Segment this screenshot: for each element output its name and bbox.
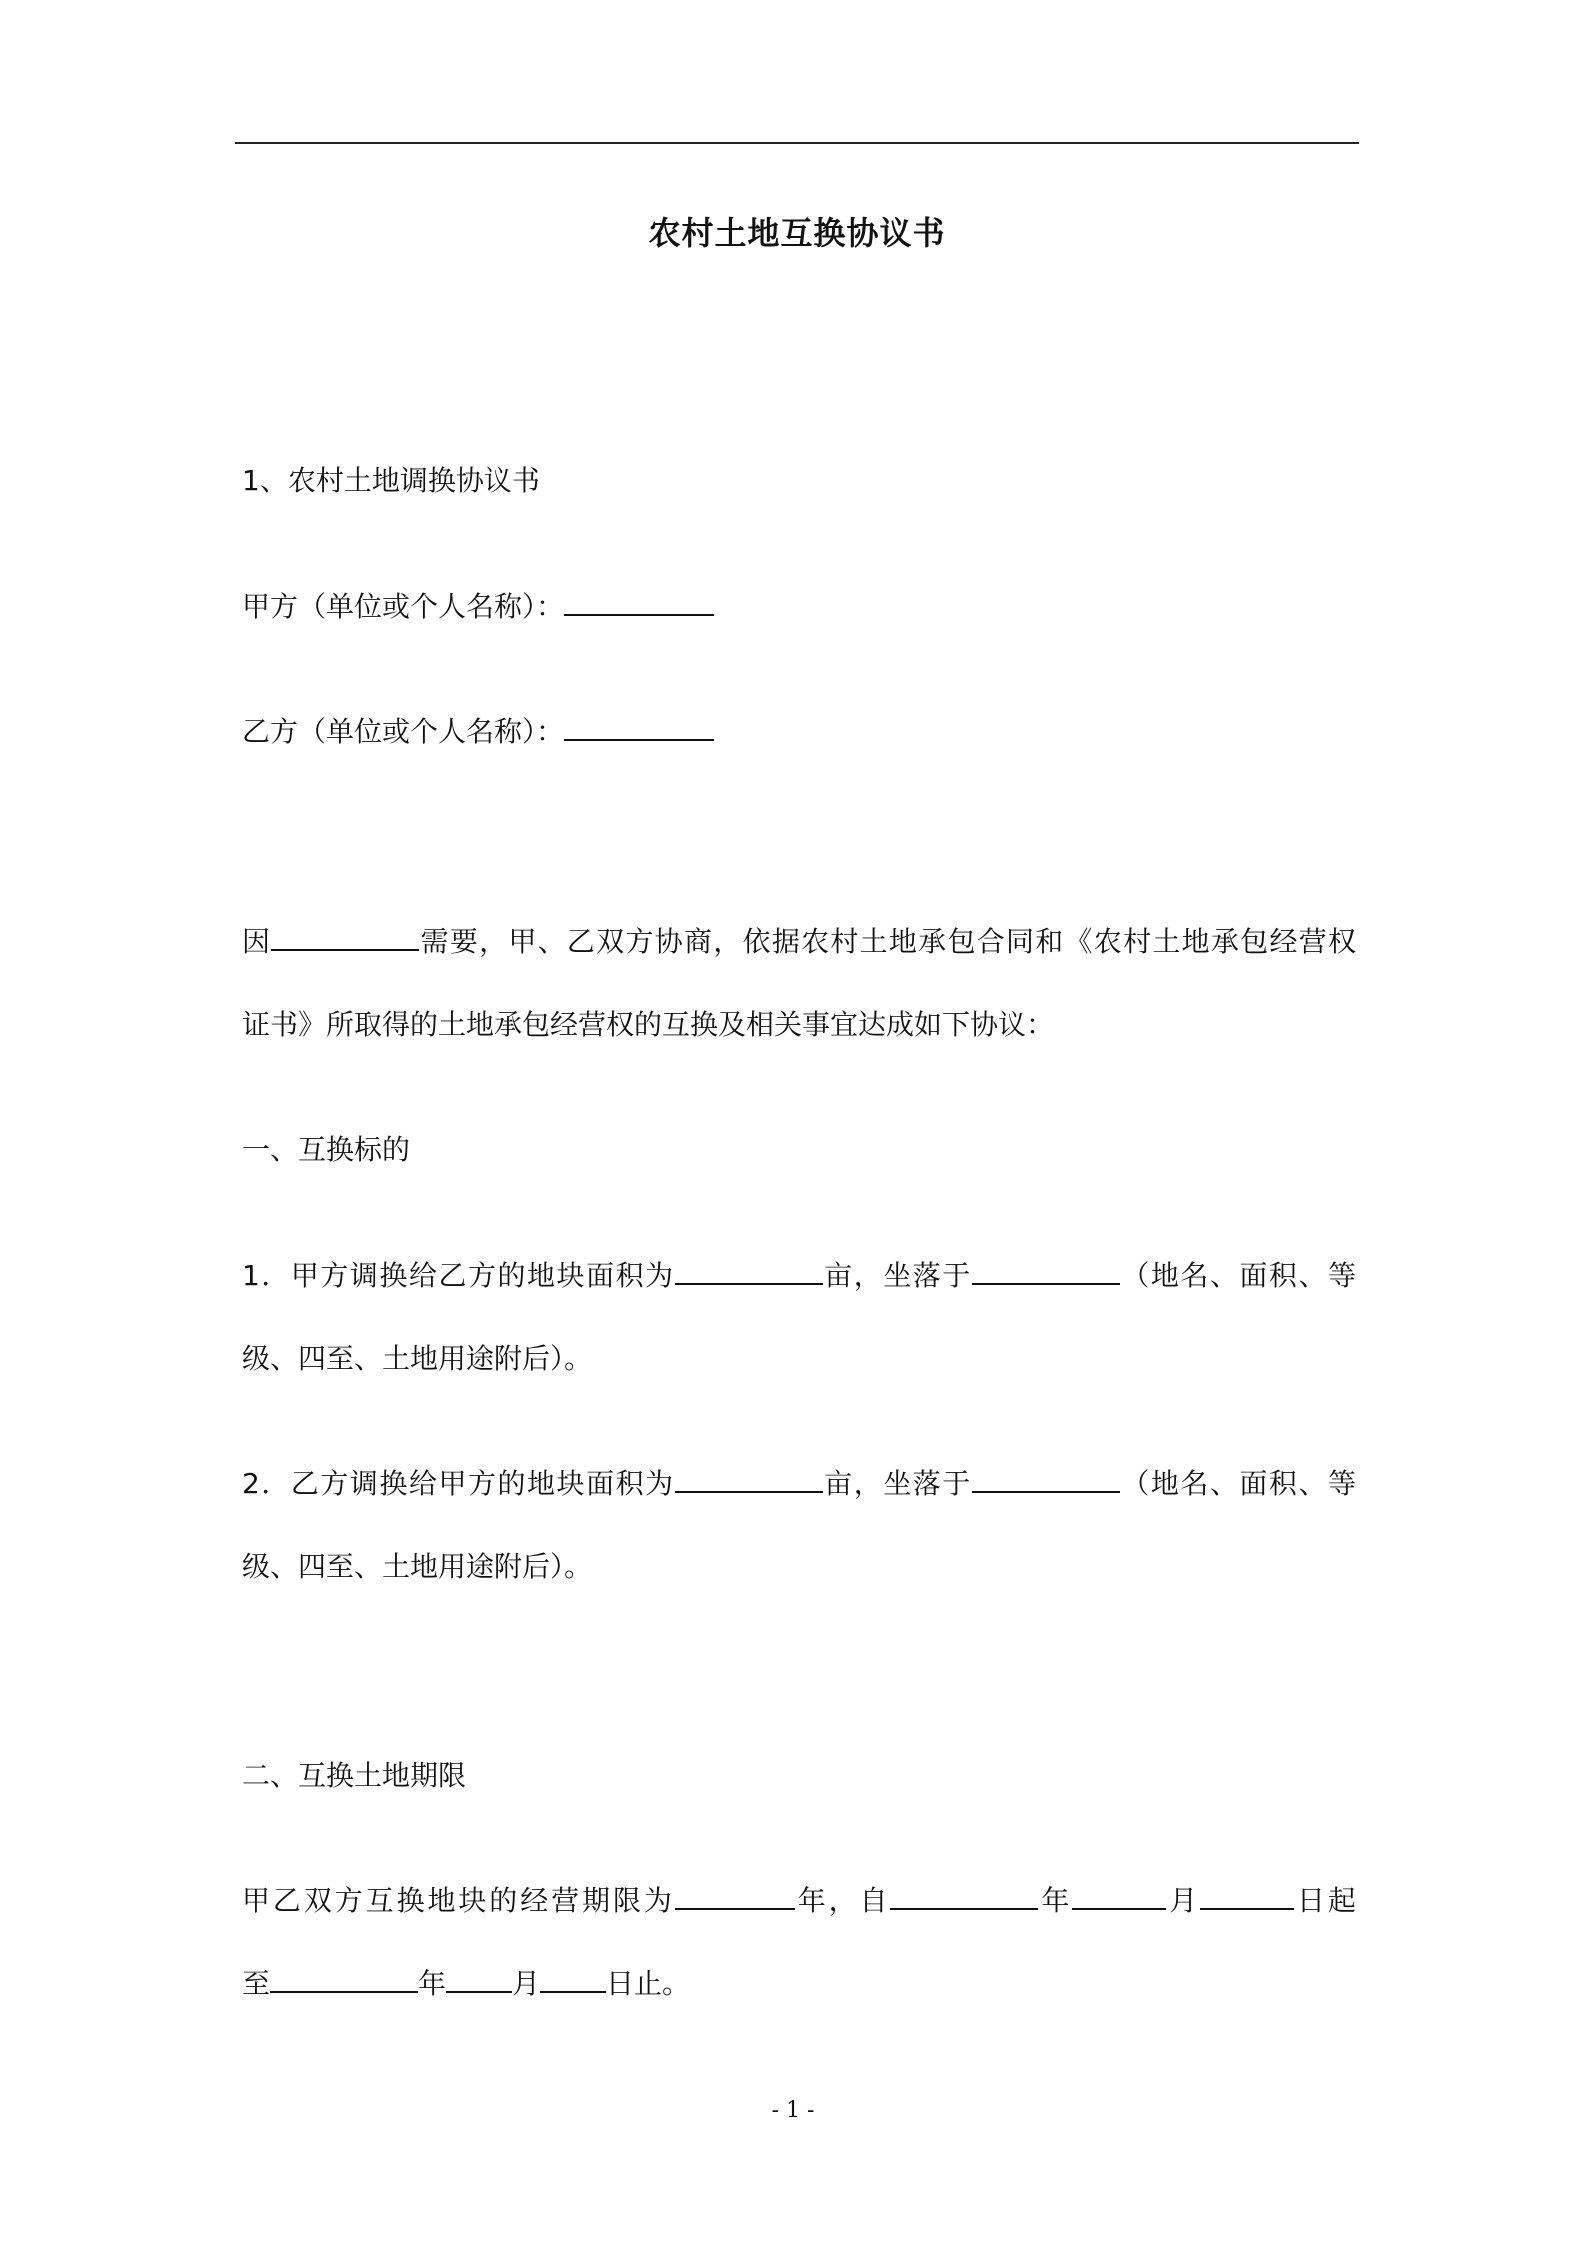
term2-text-d: 日止。	[606, 1967, 691, 2000]
preamble-start: 因	[242, 925, 272, 958]
term2-text-b: 年	[418, 1967, 447, 2000]
preamble-line-2: 证书》所取得的土地承包经营权的互换及相关事宜达成如下协议：	[242, 1008, 1055, 1041]
item-2-location-blank[interactable]	[972, 1465, 1120, 1493]
start-year-blank[interactable]	[890, 1882, 1038, 1910]
term-text-b: 年，自	[794, 1884, 891, 1917]
article-one-item-2	[242, 1464, 1356, 1504]
party-a-label: 甲方（单位或个人名称）：	[242, 590, 565, 623]
document-title: 农村土地互换协议书	[648, 214, 946, 252]
preamble-line-1	[242, 922, 1356, 962]
term-text-d: 月	[1166, 1884, 1201, 1917]
term-line-1	[242, 1881, 1356, 1921]
article-one-item-2-cont: 级、四至、土地用途附后）。	[242, 1550, 593, 1583]
end-month-blank[interactable]	[446, 1965, 512, 1993]
party-b-label: 乙方（单位或个人名称）：	[242, 715, 565, 748]
item-1-area-blank[interactable]	[675, 1257, 823, 1285]
start-day-blank[interactable]	[1200, 1882, 1294, 1910]
item-1-text-c: （地名、面积、等	[1119, 1259, 1356, 1292]
term-text-e: 日起	[1294, 1884, 1356, 1917]
preamble-rest: 需要，甲、乙双方协商，依据农村土地承包合同和《农村土地承包经营权	[419, 925, 1356, 958]
article-two-heading: 二、互换土地期限	[242, 1759, 467, 1792]
party-b-line	[242, 712, 1356, 752]
end-day-blank[interactable]	[540, 1965, 606, 1993]
article-one-heading: 一、互换标的	[242, 1133, 411, 1166]
item-2-text-b: 亩，坐落于	[822, 1467, 972, 1500]
item-1-text-a: 1．甲方调换给乙方的地块面积为	[242, 1259, 675, 1292]
end-year-blank[interactable]	[270, 1965, 418, 1993]
item-2-text-c: （地名、面积、等	[1119, 1467, 1356, 1500]
page-number: - 1 -	[771, 2098, 815, 2123]
term2-text-c: 月	[512, 1967, 541, 2000]
start-month-blank[interactable]	[1072, 1882, 1166, 1910]
reason-blank[interactable]	[271, 923, 419, 951]
article-one-item-1-cont: 级、四至、土地用途附后）。	[242, 1342, 593, 1375]
section-heading: 1、农村土地调换协议书	[242, 464, 540, 497]
term-text-c: 年	[1038, 1884, 1073, 1917]
party-b-blank[interactable]	[564, 713, 714, 741]
term2-text-a: 至	[242, 1967, 271, 2000]
header-rule	[235, 142, 1359, 144]
term-line-2	[242, 1964, 1356, 2004]
item-1-location-blank[interactable]	[972, 1257, 1120, 1285]
term-years-blank[interactable]	[675, 1882, 795, 1910]
item-2-text-a: 2．乙方调换给甲方的地块面积为	[242, 1467, 675, 1500]
article-one-item-1	[242, 1256, 1356, 1296]
party-a-blank[interactable]	[564, 588, 714, 616]
party-a-line	[242, 587, 1356, 627]
item-2-area-blank[interactable]	[675, 1465, 823, 1493]
item-1-text-b: 亩，坐落于	[822, 1259, 972, 1292]
term-text-a: 甲乙双方互换地块的经营期限为	[242, 1884, 675, 1917]
